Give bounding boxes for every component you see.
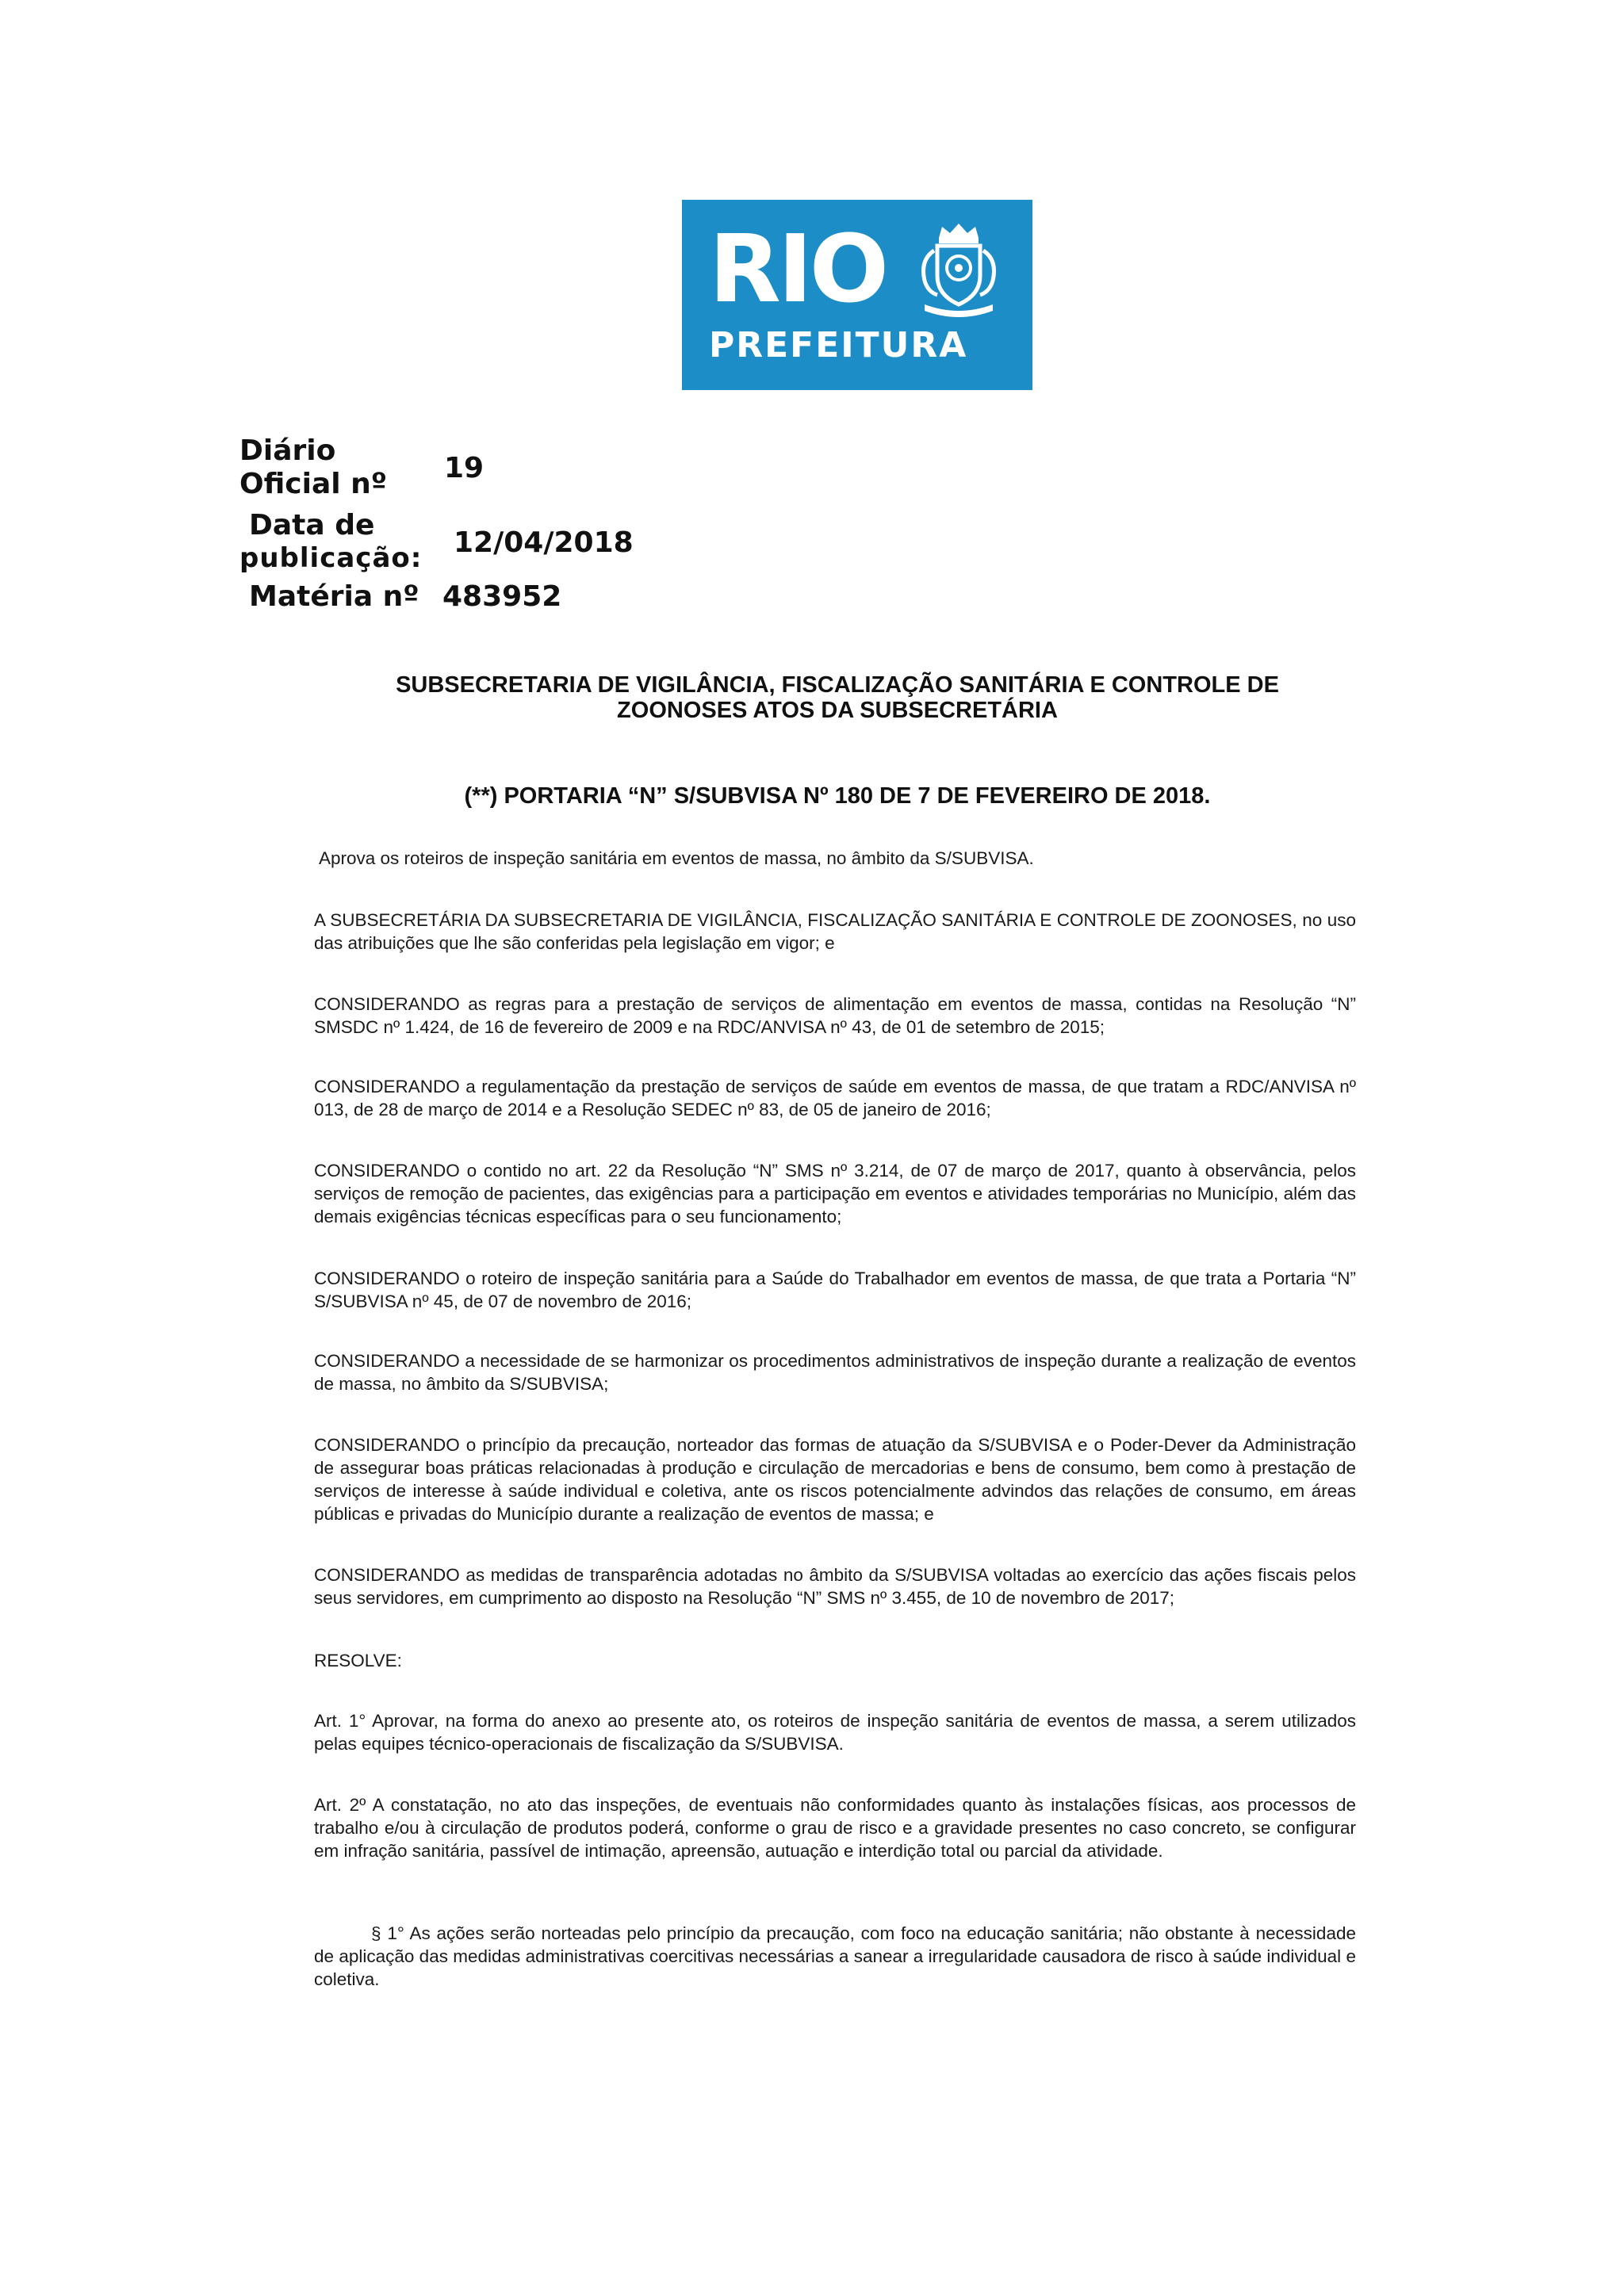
rio-prefeitura-logo [682, 200, 1032, 390]
considerando-paragraph-2: CONSIDERANDO a regulamentação da prestação de serviços de saúde em eventos de massa, de que tratam a RDC/ANVISA nº 013, de 28 de março de 2014 e a Resolução SEDEC nº 83, de 05 de janeiro de 2016; [314, 1077, 1356, 1119]
diario-label-line1: Diário [239, 434, 336, 467]
data-publicacao-label [239, 509, 422, 575]
materia-label: Matéria nº [249, 580, 419, 613]
considerando-paragraph-1: CONSIDERANDO as regras para a prestação de serviços de alimentação em eventos de massa, contidas na Resolução “N” SMSDC nº 1.424, de 16 de fevereiro de 2009 e na RDC/ANVISA nº 43, de 01 de setembro de 2015; [314, 994, 1356, 1037]
ementa-paragraph: Aprova os roteiros de inspeção sanitária em eventos de massa, no âmbito da S/SUBVISA. [319, 848, 1034, 868]
considerando-paragraph-5: CONSIDERANDO a necessidade de se harmonizar os procedimentos administrativos de inspeção durante a realização de eventos de massa, no âmbito da S/SUBVISA; [314, 1351, 1356, 1394]
considerando-paragraph-3: CONSIDERANDO o contido no art. 22 da Resolução “N” SMS nº 3.214, de 07 de março de 2017, quanto à observância, pelos serviços de remoção de pacientes, das exigências para a participação em eventos e atividades temporárias no Município, além das demais exigências técnicas específicas para o seu funcionamento; [314, 1161, 1356, 1226]
subsecretaria-heading-line2: ZOONOSES ATOS DA SUBSECRETÁRIA [617, 698, 1058, 723]
considerando-paragraph-7: CONSIDERANDO as medidas de transparência adotadas no âmbito da S/SUBVISA voltadas ao exercício das ações fiscais pelos seus servidores, em cumprimento ao disposto na Resolução “N” SMS nº 3.455, de 10 de novembro de 2017; [314, 1565, 1356, 1608]
city-coat-of-arms-icon [910, 219, 1007, 319]
article-1-paragraph: Art. 1° Aprovar, na forma do anexo ao presente ato, os roteiros de inspeção sanitária de eventos de massa, a serem utilizados pelas equipes técnico-operacionais de fiscalização da S/SUBVISA. [314, 1711, 1356, 1754]
data-label-line1: Data de [249, 509, 375, 541]
materia-value: 483952 [442, 580, 562, 613]
diario-oficial-label [239, 434, 387, 502]
data-label-line2: publicação: [239, 542, 423, 575]
paragraph-1-section: § 1° As ações serão norteadas pelo princípio da precaução, com foco na educação sanitária; não obstante à necessidade de aplicação das medidas administrativas coercitivas necessárias a sanear a irregularidade causadora de risco à saúde individual e coletiva. [314, 1923, 1356, 1989]
logo-prefeitura-text: PREFEITURA [709, 325, 968, 365]
data-publicacao-value: 12/04/2018 [454, 526, 634, 559]
considerando-paragraph-4: CONSIDERANDO o roteiro de inspeção sanitária para a Saúde do Trabalhador em eventos de massa, de que trata a Portaria “N” S/SUBVISA nº 45, de 07 de novembro de 2016; [314, 1269, 1356, 1311]
considerando-paragraph-6: CONSIDERANDO o princípio da precaução, norteador das formas de atuação da S/SUBVISA e o Poder-Dever da Administração de assegurar boas práticas relacionadas à produção e circulação de mercadorias e bens de consumo, bem como à prestação de serviços de interesse à saúde individual e coletiva, ante os riscos potencialmente advindos das relações de consumo, em áreas públicas e privadas do Município durante a realização de eventos de massa; e [314, 1435, 1356, 1524]
diario-oficial-value: 19 [444, 452, 485, 484]
diario-label-line2: Oficial nº [239, 468, 388, 501]
subsecretaria-heading-line1: SUBSECRETARIA DE VIGILÂNCIA, FISCALIZAÇÃO SANITÁRIA E CONTROLE DE [396, 672, 1279, 698]
logo-rio-text: RIO [709, 214, 887, 323]
resolve-heading: RESOLVE: [314, 1651, 402, 1670]
portaria-title: (**) PORTARIA “N” S/SUBVISA Nº 180 DE 7 DE FEVEREIRO DE 2018. [464, 783, 1211, 809]
preambulo-paragraph: A SUBSECRETÁRIA DA SUBSECRETARIA DE VIGILÂNCIA, FISCALIZAÇÃO SANITÁRIA E CONTROLE DE ZOONOSES, no uso das atribuições que lhe são conferidas pela legislação em vigor; e [314, 910, 1356, 953]
article-2-paragraph: Art. 2º A constatação, no ato das inspeções, de eventuais não conformidades quanto às instalações físicas, aos processos de trabalho e/ou à circulação de produtos poderá, conforme o grau de risco e a gravidade presentes no caso concreto, se configurar em infração sanitária, passível de intimação, apreensão, autuação e interdição total ou parcial da atividade. [314, 1795, 1356, 1861]
subsecretaria-heading [314, 672, 1361, 723]
